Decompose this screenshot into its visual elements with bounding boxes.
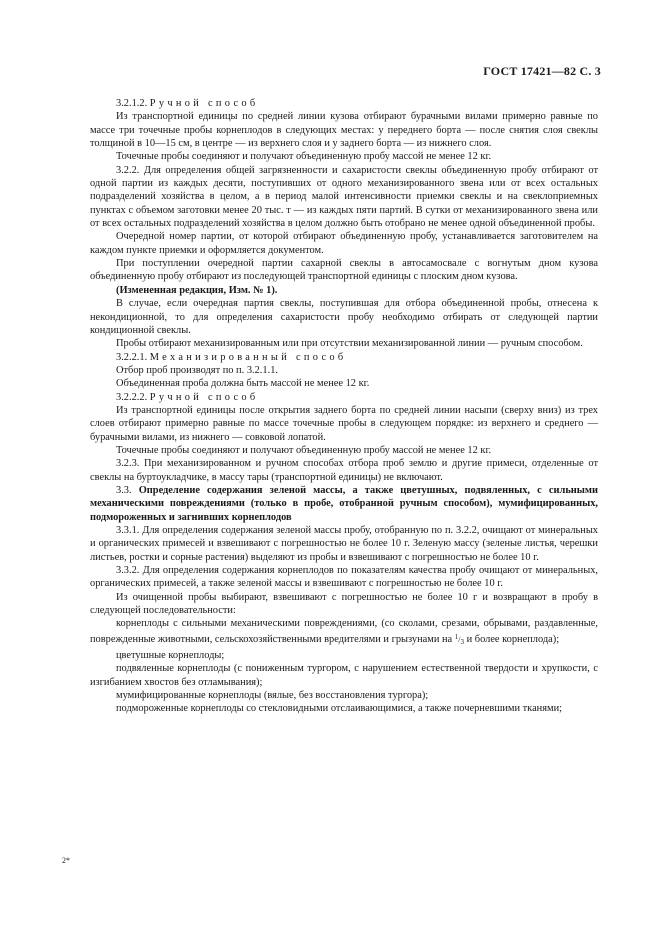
paragraph: Точечные пробы соединяют и получают объединенную пробу массой не менее 12 кг. — [116, 444, 492, 456]
subsection-heading — [90, 391, 598, 404]
page-header: ГОСТ 17421—82 С. 3 — [483, 64, 601, 78]
paragraph: Из транспортной единицы по средней линии кузова отбирают бурачными вилами примерно равные по массе три точечные пробы корнеплодов в следующих местах: у переднего борта — после снятия слоя свеклы толщиной в 10—15 см, в центре — из верхнего слоя и у заднего борта — из нижнего слоя. — [90, 111, 598, 150]
paragraph: Из очищенной пробы выбирают, взвешивают с погрешностью не более 10 г и возвращают в пробу в следующей последовательности: — [90, 591, 598, 617]
document-body — [90, 97, 598, 716]
amendment-note: (Измененная редакция, Изм. № 1). — [116, 284, 278, 296]
section-number: 3.2.2.2. — [116, 391, 148, 403]
list-item: подмороженные корнеплоды со стекловидными отслаивающимися, а также почерневшими тканями; — [116, 703, 563, 715]
section-title: Механизированный способ — [149, 351, 347, 363]
section-title: Ручной способ — [149, 98, 259, 109]
footer-mark: 2* — [62, 856, 70, 865]
paragraph: 3.2.3. При механизированном и ручном способах отбора проб землю и другие примеси, отделенные от свеклы на буртоукладчике, в массу тары (транспортной единицы) не включают. — [90, 458, 598, 483]
paragraph: 3.2.2. Для определения общей загрязненности и сахаристости свеклы объединенную пробу отбирают от одной партии из каждых десяти, поступивших от одного механизированного звена или от всех остальных подразделений хозяйства в целом, а в период малой интенсивности приемки свеклы и на свеклоприемных пунктах с объемом заготовки менее 20 тыс. т — из каждых пяти партий. В сутки от механизированного звена или от всех остальных подразделений хозяйства в целом должно быть отобрано не менее одной объединенной пробы. — [90, 164, 598, 230]
list-item: мумифицированные корнеплоды (вялые, без восстановления тургора); — [116, 690, 429, 702]
paragraph: Объединенная проба должна быть массой не менее 12 кг. — [116, 378, 370, 390]
list-item — [90, 617, 598, 649]
paragraph: Очередной номер партии, от которой отбирают объединенную пробу, устанавливается заготовителем на каждом пункте приемки и оформляется документом. — [90, 231, 598, 256]
list-item-text: корнеплоды с сильными механическими повреждениями, (со сколами, срезами, обрывами, раздавленные, поврежденные животными, сельскохозяйственными вредителями и грызунами на — [90, 618, 598, 645]
paragraph: В случае, если очередная партия свеклы, поступившая для отбора объединенной пробы, отнесена к некондиционной, то для определения сахаристости пробу необходимо отбирать от следующей партии кондиционной свеклы. — [90, 298, 598, 336]
section-number: 3.3. — [116, 484, 132, 496]
paragraph: 3.3.1. Для определения содержания зеленой массы пробу, отобранную по п. 3.2.2, очищают от минеральных и органических примесей и взвешивают с погрешностью не более 10 г. Зеленую массу (зеленые листья, черешки листьев, ростки и сорные растения) выделяют из пробы и взвешивают с погрешностью не более 10 г. — [90, 525, 598, 563]
paragraph: Точечные пробы соединяют и получают объединенную пробу массой не менее 12 кг. — [116, 151, 492, 163]
subsection-heading — [90, 351, 598, 364]
subsection-heading — [90, 97, 598, 110]
fraction-denominator: 3 — [460, 637, 465, 646]
section-heading — [90, 484, 598, 524]
paragraph: 3.3.2. Для определения содержания корнеплодов по показателям качества пробу очищают от минеральных, органических примесей, а также зеленой массы и взвешивают с погрешностью не более 10 г. — [90, 565, 598, 590]
section-number: 3.2.2.1. — [116, 351, 148, 363]
section-number: 3.2.1.2. — [116, 98, 148, 109]
list-item-text: и более корнеплода); — [466, 633, 560, 645]
paragraph: Отбор проб производят по п. 3.2.1.1. — [116, 364, 278, 376]
list-item: цветушные корнеплоды; — [116, 650, 225, 662]
section-title: Ручной способ — [149, 391, 259, 403]
paragraph: При поступлении очередной партии сахарной свеклы в автосамосвале с вогнутым дном кузова объединенную пробу отбирают из последующей транспортной единицы с плоским дном кузова. — [90, 258, 598, 283]
fraction: $^1/_3$ — [454, 632, 465, 646]
list-item: подвяленные корнеплоды (с пониженным тургором, с нарушением естественной твердости и хрупкости, с изгибанием хвостов без отламывания); — [90, 663, 598, 688]
fraction-numerator: 1 — [454, 632, 459, 641]
paragraph: Из транспортной единицы после открытия заднего борта по средней линии насыпи (сверху вниз) из трех слоев отбирают примерно равные по массе точечные пробы в следующем порядке: из верхнего и среднего — бурачными вилами, из нижнего — совковой лопатой. — [90, 404, 598, 443]
paragraph: Пробы отбирают механизированным или при отсутствии механизированной линии — ручным способом. — [116, 338, 583, 350]
section-title: Определение содержания зеленой массы, а также цветушных, подвяленных, с сильными механическими повреждениями (только в пробе, отобранной ручным способом), мумифицированных, подмороженных и загнивших корнеплодов — [90, 484, 598, 523]
